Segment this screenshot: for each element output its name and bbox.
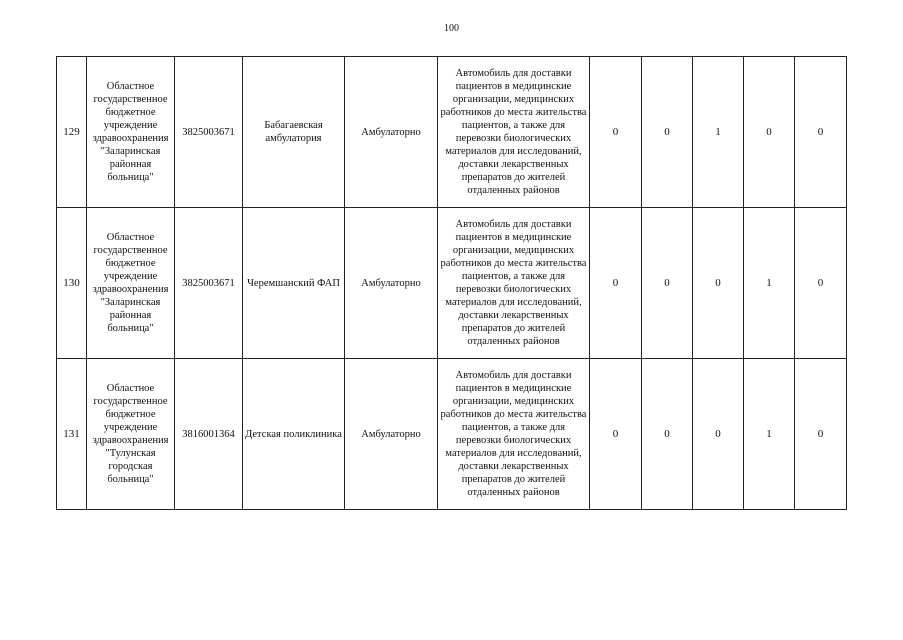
table-row — [57, 208, 847, 359]
table-row — [57, 57, 847, 208]
value-cell: 1 — [744, 359, 795, 510]
value-cell: 0 — [590, 359, 642, 510]
care-type: Амбулаторно — [345, 57, 438, 208]
page-number: 100 — [444, 23, 459, 34]
value-cell: 0 — [590, 57, 642, 208]
value-cell: 0 — [795, 57, 847, 208]
value-cell: 0 — [693, 208, 744, 359]
value-cell: 0 — [795, 208, 847, 359]
value-cell: 0 — [642, 359, 693, 510]
value-cell: 0 — [642, 57, 693, 208]
vehicle-allocation-table — [56, 56, 847, 510]
row-number: 130 — [57, 208, 87, 359]
care-type: Амбулаторно — [345, 208, 438, 359]
vehicle-purpose: Автомобиль для доставки пациентов в медицинские организации, медицинских работников до места жительства пациентов, а также для перевозки биологических материалов для исследований, доставки лекарственных препаратов до жителей отдаленных районов — [438, 57, 590, 208]
row-number: 129 — [57, 57, 87, 208]
medical-unit: Черемшанский ФАП — [243, 208, 345, 359]
value-cell: 0 — [642, 208, 693, 359]
table-row — [57, 359, 847, 510]
organization-name: Областное государственное бюджетное учреждение здравоохранения "Заларинская районная больница" — [87, 208, 175, 359]
medical-unit: Детская поликлиника — [243, 359, 345, 510]
organization-name: Областное государственное бюджетное учреждение здравоохранения "Тулунская городская больница" — [87, 359, 175, 510]
inn-code: 3825003671 — [175, 208, 243, 359]
row-number: 131 — [57, 359, 87, 510]
organization-name: Областное государственное бюджетное учреждение здравоохранения "Заларинская районная больница" — [87, 57, 175, 208]
value-cell: 0 — [590, 208, 642, 359]
value-cell: 1 — [744, 208, 795, 359]
value-cell: 0 — [744, 57, 795, 208]
value-cell: 1 — [693, 57, 744, 208]
care-type: Амбулаторно — [345, 359, 438, 510]
vehicle-purpose: Автомобиль для доставки пациентов в медицинские организации, медицинских работников до места жительства пациентов, а также для перевозки биологических материалов для исследований, доставки лекарственных препаратов до жителей отдаленных районов — [438, 208, 590, 359]
inn-code: 3816001364 — [175, 359, 243, 510]
value-cell: 0 — [693, 359, 744, 510]
value-cell: 0 — [795, 359, 847, 510]
medical-unit: Бабагаевская амбулатория — [243, 57, 345, 208]
vehicle-purpose: Автомобиль для доставки пациентов в медицинские организации, медицинских работников до места жительства пациентов, а также для перевозки биологических материалов для исследований, доставки лекарственных препаратов до жителей отдаленных районов — [438, 359, 590, 510]
inn-code: 3825003671 — [175, 57, 243, 208]
